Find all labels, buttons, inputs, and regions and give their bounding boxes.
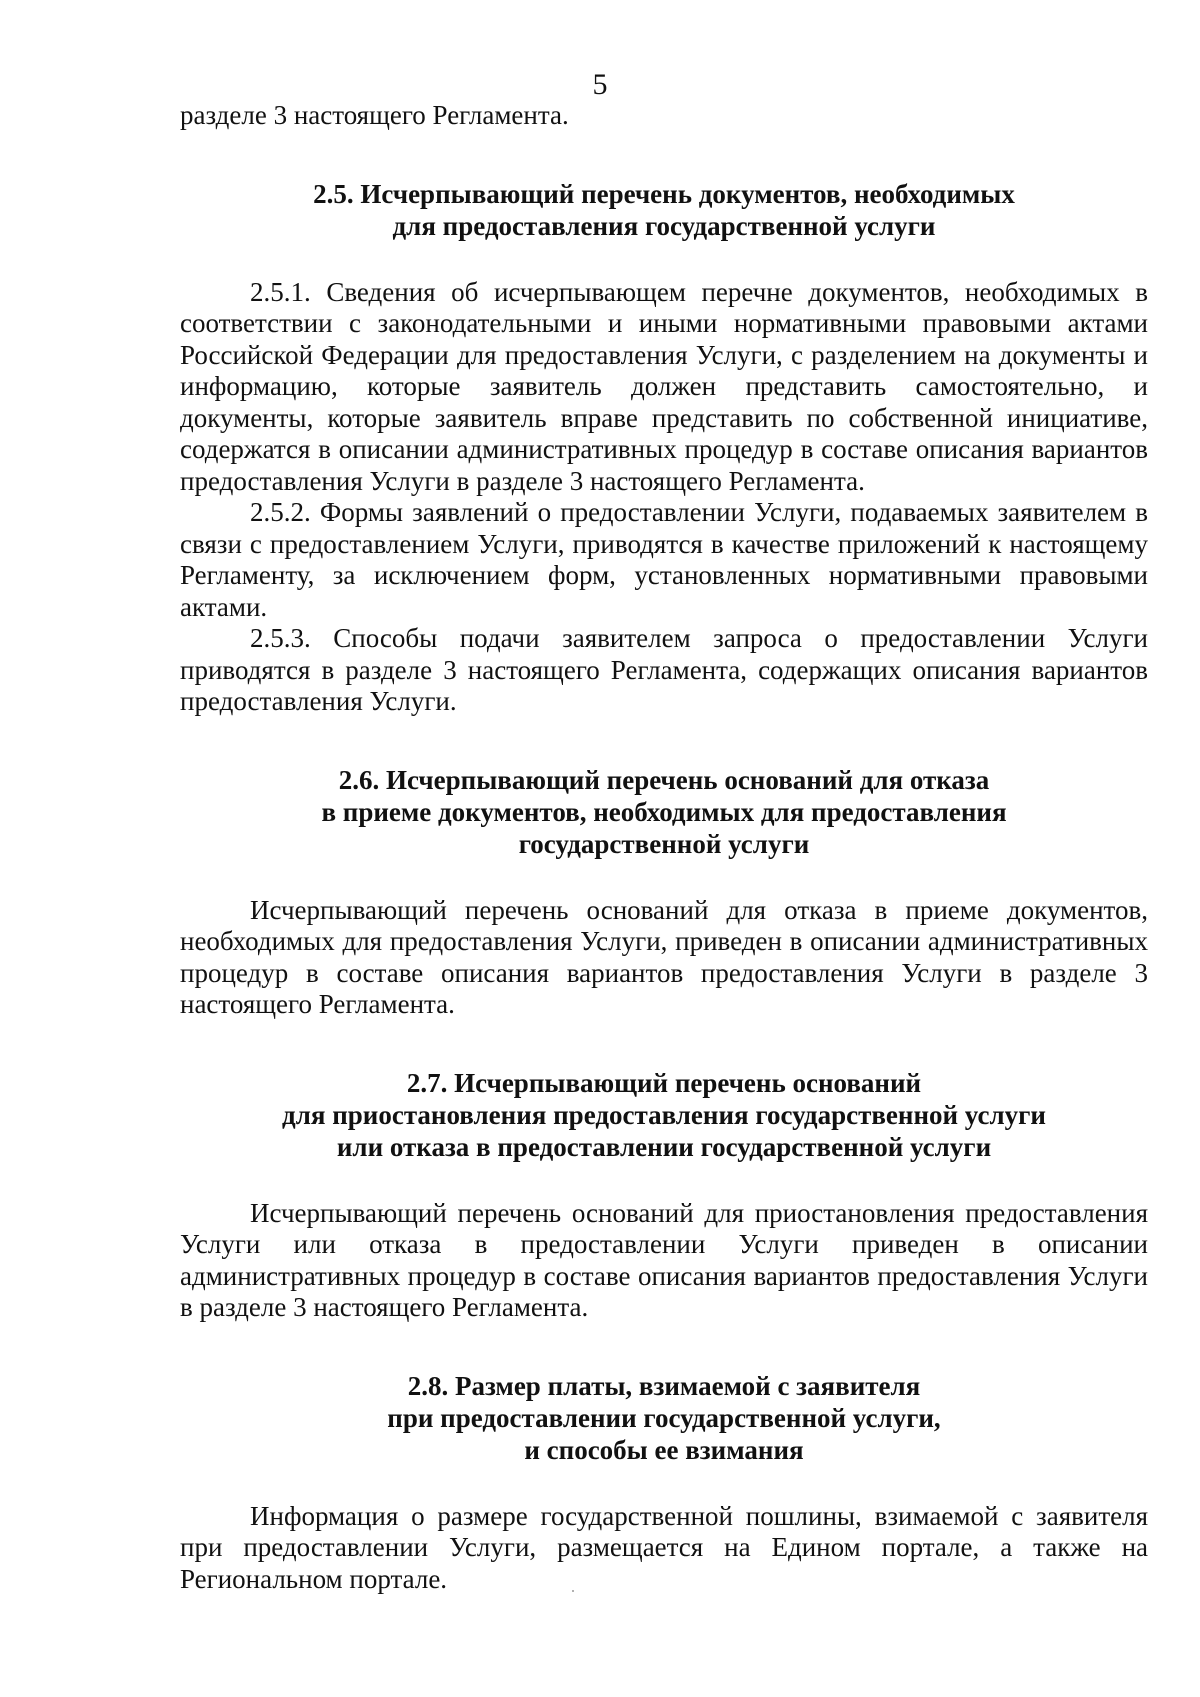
section-heading-2-7 bbox=[180, 1067, 1148, 1163]
paragraph-2-8: Информация о размере государственной пошлины, взимаемой с заявителя при предоставлении Услуги, размещается на Едином портале, а также на Региональном портале. bbox=[180, 1500, 1148, 1594]
scan-speck bbox=[572, 1590, 574, 1592]
heading-line: 2.8. Размер платы, взимаемой с заявителя bbox=[407, 1370, 921, 1401]
heading-line: для предоставления государственной услуги bbox=[392, 210, 936, 241]
paragraph-2-5-1: 2.5.1. Сведения об исчерпывающем перечне документов, необходимых в соответствии с законодательными и иными нормативными правовыми актами Российской Федерации для предоставления Услуги, с разделением на документы и информацию, которые заявитель должен представить самостоятельно, и документы, которые заявитель вправе представить по собственной инициативе, содержатся в описании административных процедур в составе описания вариантов предоставления Услуги в разделе 3 настоящего Регламента. bbox=[180, 276, 1148, 496]
heading-line: и способы ее взимания bbox=[524, 1434, 804, 1465]
heading-line: в приеме документов, необходимых для предоставления bbox=[321, 796, 1007, 827]
page-number: 5 bbox=[592, 68, 608, 101]
heading-line: 2.5. Исчерпывающий перечень документов, необходимых bbox=[313, 178, 1015, 209]
section-heading-2-6 bbox=[180, 764, 1148, 860]
section-heading-2-8 bbox=[180, 1370, 1148, 1466]
section-body-2-6 bbox=[180, 895, 1148, 1021]
heading-line: 2.6. Исчерпывающий перечень оснований для отказа bbox=[338, 764, 990, 795]
section-body-2-7 bbox=[180, 1198, 1148, 1324]
section-body-2-5 bbox=[180, 277, 1148, 718]
heading-line: или отказа в предоставлении государственной услуги bbox=[336, 1131, 992, 1162]
page-content bbox=[180, 100, 1148, 1595]
paragraph-2-6: Исчерпывающий перечень оснований для отказа в приеме документов, необходимых для предоставления Услуги, приведен в описании административных процедур в составе описания вариантов предоставления Услуги в разделе 3 настоящего Регламента. bbox=[180, 894, 1148, 1019]
section-body-2-8 bbox=[180, 1501, 1148, 1596]
heading-line: для приостановления предоставления государственной услуги bbox=[282, 1099, 1046, 1130]
heading-line: при предоставлении государственной услуги, bbox=[387, 1402, 941, 1433]
paragraph-2-5-3: 2.5.3. Способы подачи заявителем запроса о предоставлении Услуги приводятся в разделе 3 настоящего Регламента, содержащих описания вариантов предоставления Услуги. bbox=[180, 623, 1148, 716]
heading-line: 2.7. Исчерпывающий перечень оснований bbox=[406, 1067, 922, 1098]
paragraph-2-7: Исчерпывающий перечень оснований для приостановления предоставления Услуги или отказа в предоставлении Услуги приведен в описании административных процедур в составе описания вариантов предоставления Услуги в разделе 3 настоящего Регламента. bbox=[180, 1197, 1148, 1322]
heading-line: государственной услуги bbox=[518, 828, 810, 859]
section-heading-2-5 bbox=[180, 178, 1148, 242]
paragraph-2-5-2: 2.5.2. Формы заявлений о предоставлении Услуги, подаваемых заявителем в связи с предоставлением Услуги, приводятся в качестве приложений к настоящему Регламенту, за исключением форм, установленных нормативными правовыми актами. bbox=[180, 497, 1148, 622]
continuation-text: разделе 3 настоящего Регламента. bbox=[180, 100, 569, 130]
